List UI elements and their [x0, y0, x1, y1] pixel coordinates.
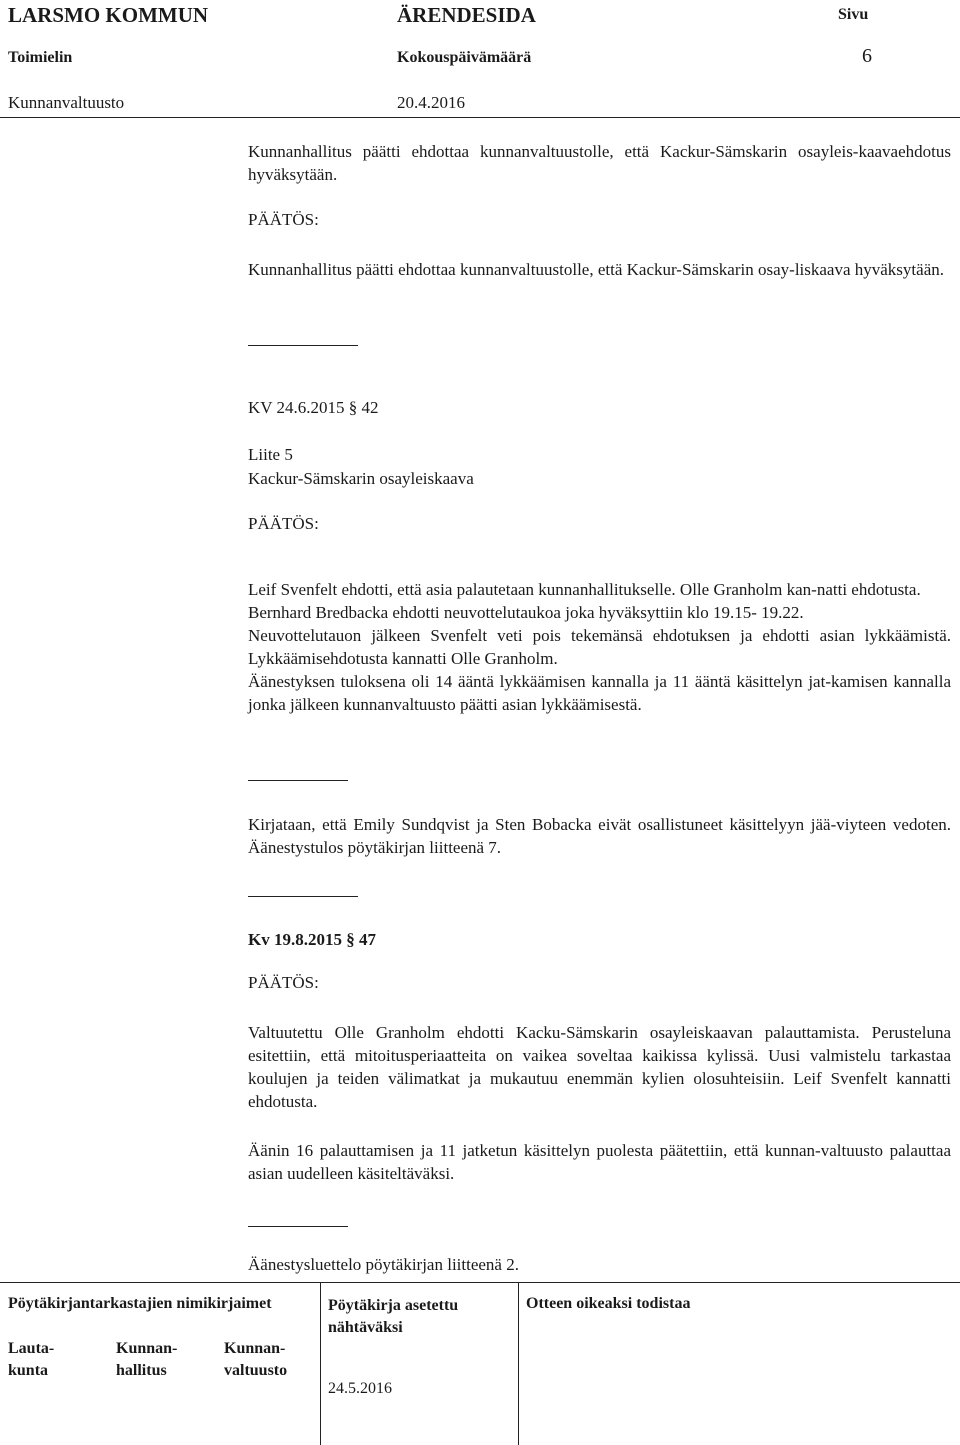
- footer-rule: [0, 1282, 960, 1283]
- footer-divider: [320, 1282, 321, 1445]
- board-column: Lauta-kunta: [8, 1340, 55, 1379]
- paragraph-text: Valtuutettu Olle Granholm ehdotti Kacku-Sämskarin osayleiskaavan palauttamista. Perusteluna esitettiin, että mitoitusperiaatteita on vaikea soveltaa kaikissa kylissä. Uusi valmistelu tarkastaa koulujen ja teiden välimatkat ja mukautuu enemmän kylien olosuhteisiin. Leif Svenfelt kannatti ehdotusta.: [248, 1023, 951, 1111]
- posted-label: Pöytäkirja asetettu nähtäväksi: [328, 1297, 459, 1336]
- signatures-label: Pöytäkirjantarkastajien nimikirjaimet: [8, 1295, 272, 1312]
- attachment-label: Liite 5: [248, 445, 293, 464]
- decision-heading-2: PÄÄTÖS:: [248, 514, 319, 533]
- separator-line: [248, 896, 358, 897]
- separator-line: [248, 345, 358, 346]
- decision-heading-1: PÄÄTÖS:: [248, 210, 319, 229]
- decision-heading-3: PÄÄTÖS:: [248, 973, 319, 992]
- doc-type: ÄRENDESIDA: [397, 3, 536, 27]
- municipal-board-column: Kunnan-hallitus: [116, 1340, 178, 1379]
- paragraph-text: Bernhard Bredbacka ehdotti neuvottelutaukoa joka hyväksyttiin klo 19.15- 19.22.: [248, 603, 804, 622]
- paragraph-text: Neuvottelutauon jälkeen Svenfelt veti pois tekemänsä ehdotuksen ja ehdotti asian lykkäämistä. Lykkäämisehdotusta kannatti Olle Granholm.: [248, 626, 951, 668]
- paragraph-text: Kunnanhallitus päätti ehdottaa kunnanvaltuustolle, että Kackur-Sämskarin osay-liskaava hyväksytään.: [248, 260, 944, 279]
- kv-reference-2: Kv 19.8.2015 § 47: [248, 930, 376, 949]
- paragraph-text: Kirjataan, että Emily Sundqvist ja Sten Bobacka eivät osallistuneet käsittelyyn jää-viyteen vedoten. Äänestystulos pöytäkirjan liitteenä 7.: [248, 815, 951, 857]
- org-name: LARSMO KOMMUN: [8, 3, 209, 27]
- separator-line: [248, 1226, 348, 1227]
- paragraph-text: Äänin 16 palauttamisen ja 11 jatketun käsittelyn puolesta päätettiin, että kunnan-valtuusto palauttaa asian uudelleen käsiteltäväksi.: [248, 1141, 951, 1183]
- paragraph-6: [248, 1139, 951, 1185]
- council-column: Kunnan-valtuusto: [224, 1340, 288, 1379]
- paragraph-text: Leif Svenfelt ehdotti, että asia palautetaan kunnanhallitukselle. Olle Granholm kan-natti ehdotusta.: [248, 580, 921, 599]
- paragraph-5: [248, 1021, 951, 1113]
- meeting-date-label: Kokouspäivämäärä: [397, 49, 532, 66]
- paragraph-1: [248, 140, 951, 186]
- organ-label: Toimielin: [8, 49, 73, 66]
- meeting-date: 20.4.2016: [397, 93, 465, 112]
- separator-line: [248, 780, 348, 781]
- kv-reference: KV 24.6.2015 § 42: [248, 398, 379, 417]
- posted-date: 24.5.2016: [328, 1380, 392, 1397]
- page-number: 6: [862, 45, 872, 67]
- certified-label: Otteen oikeaksi todistaa: [526, 1295, 691, 1312]
- paragraph-text: Äänestyksen tuloksena oli 14 ääntä lykkäämisen kannalla ja 11 ääntä käsittelyn jat-kamisen kannalla jonka jälkeen kunnanvaltuusto päätti asian lykkäämisestä.: [248, 672, 951, 714]
- page-label: Sivu: [838, 6, 869, 23]
- paragraph-3: [248, 578, 951, 716]
- paragraph-7: Äänestysluettelo pöytäkirjan liitteenä 2.: [248, 1255, 519, 1274]
- header-rule: [0, 117, 960, 118]
- organ: Kunnanvaltuusto: [8, 93, 125, 112]
- footer-divider: [518, 1282, 519, 1445]
- paragraph-4: [248, 813, 951, 859]
- paragraph-2: [248, 258, 951, 281]
- paragraph-text: Kunnanhallitus päätti ehdottaa kunnanvaltuustolle, että Kackur-Sämskarin osayleis-kaavaehdotus hyväksytään.: [248, 142, 951, 184]
- subject-title: Kackur-Sämskarin osayleiskaava: [248, 469, 474, 488]
